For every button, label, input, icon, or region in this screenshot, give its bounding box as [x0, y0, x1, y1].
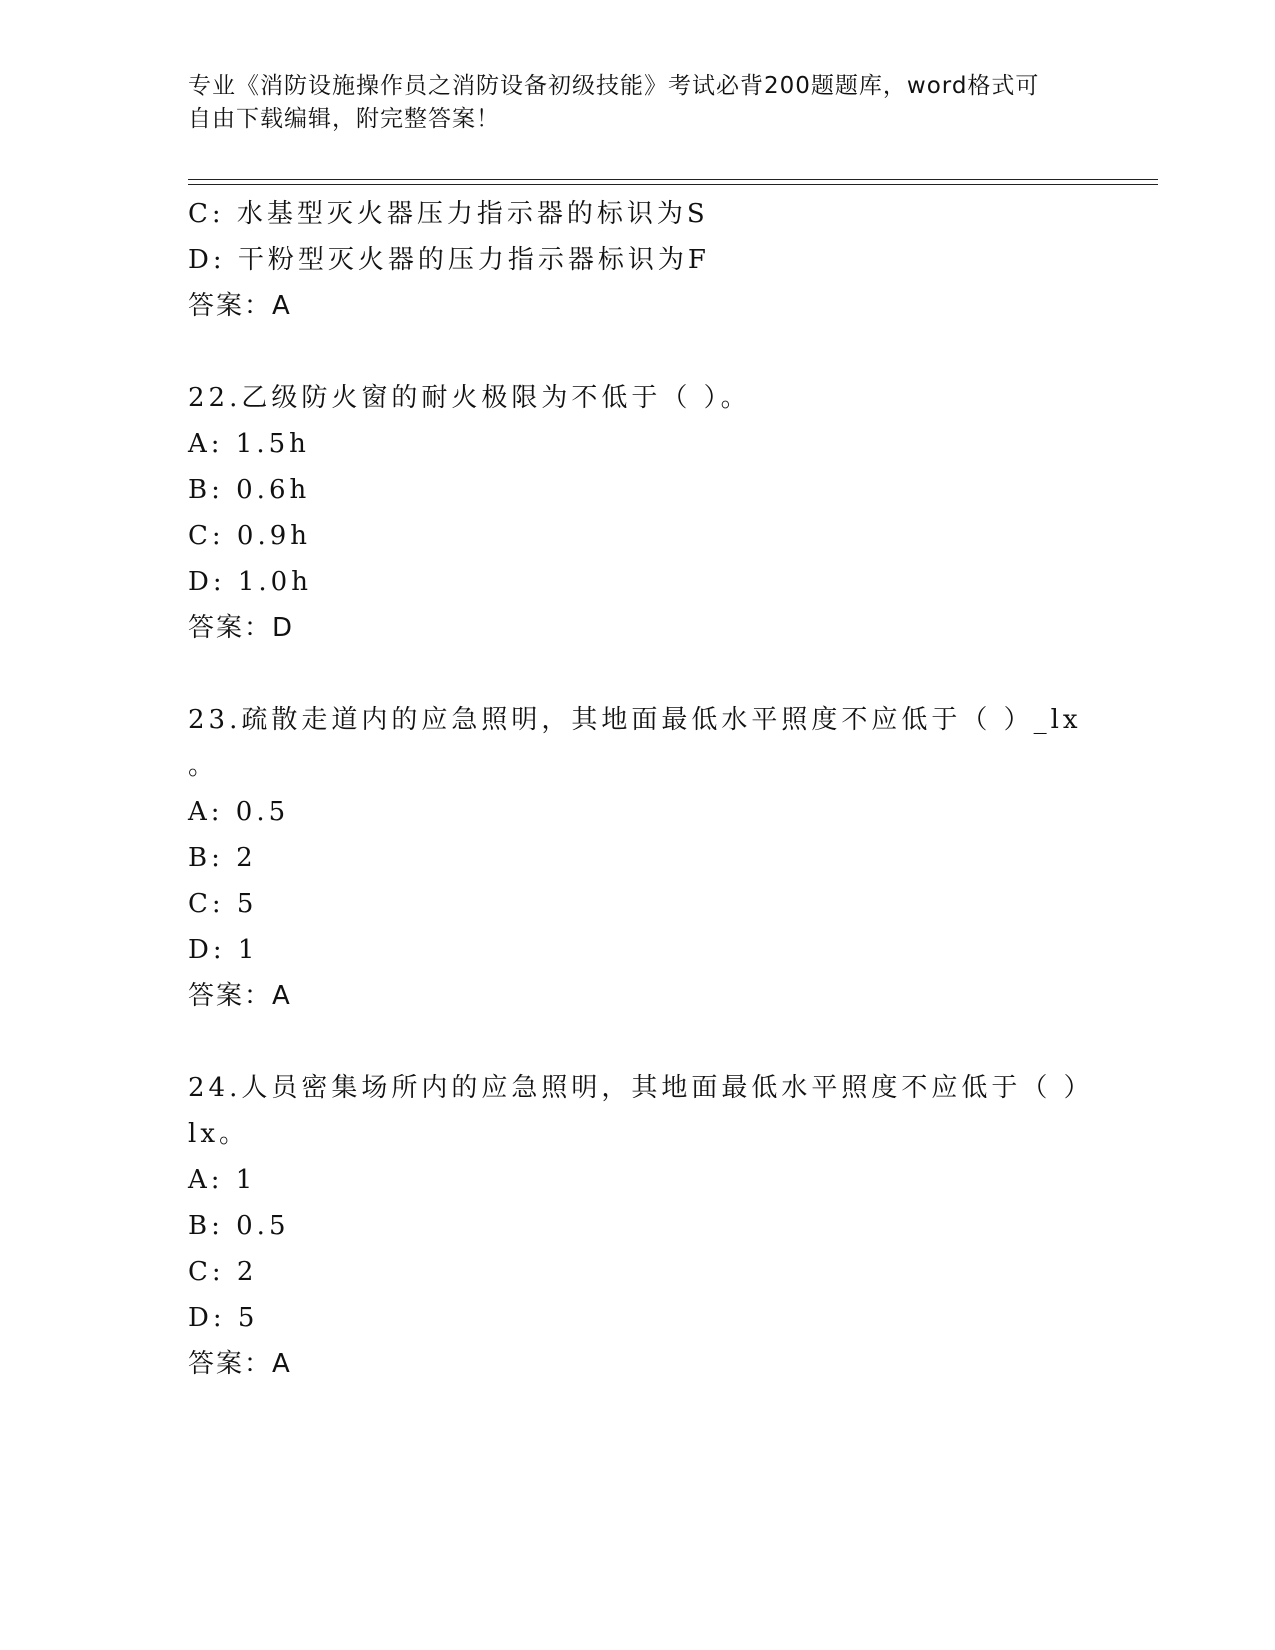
option-b: B: 2 [188, 843, 257, 873]
option-a: A: 1.5h [188, 429, 310, 459]
spacer [188, 651, 1088, 697]
question-text: 23.疏散走道内的应急照明，其地面最低水平照度不应低于（ ）_lx [188, 705, 1082, 735]
option-d: D: 干粉型灭火器的压力指示器标识为F [188, 245, 710, 275]
option-c: C: 水基型灭火器压力指示器的标识为S [188, 199, 709, 229]
option-a: A: 1 [188, 1165, 257, 1195]
question-list [188, 191, 1094, 1387]
option-d: D: 1.0h [188, 567, 312, 597]
header-divider-bottom [188, 184, 1158, 185]
answer-line: 答案：A [188, 1349, 292, 1379]
option-d: D: 1 [188, 935, 259, 965]
header-divider-top [188, 179, 1158, 180]
question-text: 24.人员密集场所内的应急照明，其地面最低水平照度不应低于（ ） [188, 1073, 1094, 1103]
prev-question-tail [188, 191, 1088, 329]
option-c: C: 0.9h [188, 521, 312, 551]
question-22 [188, 375, 1088, 651]
answer-line: 答案：D [188, 613, 295, 643]
answer-line: 答案：A [188, 981, 292, 1011]
document-header [188, 70, 1088, 136]
option-b: B: 0.5 [188, 1211, 290, 1241]
spacer [188, 1019, 1088, 1065]
option-a: A: 0.5 [188, 797, 290, 827]
option-c: C: 2 [188, 1257, 258, 1287]
header-line-2: 自由下载编辑，附完整答案！ [188, 106, 500, 132]
question-text-continued: lx。 [188, 1119, 249, 1149]
question-text: 22.乙级防火窗的耐火极限为不低于（ ）。 [188, 383, 751, 413]
question-24 [188, 1065, 1094, 1387]
question-23 [188, 697, 1088, 1019]
option-b: B: 0.6h [188, 475, 311, 505]
question-text-continued: 。 [188, 751, 219, 781]
spacer [188, 329, 1088, 375]
answer-line: 答案：A [188, 291, 292, 321]
option-c: C: 5 [188, 889, 258, 919]
option-d: D: 5 [188, 1303, 259, 1333]
header-line-1: 专业《消防设施操作员之消防设备初级技能》考试必背200题题库，word格式可 [188, 73, 1040, 99]
